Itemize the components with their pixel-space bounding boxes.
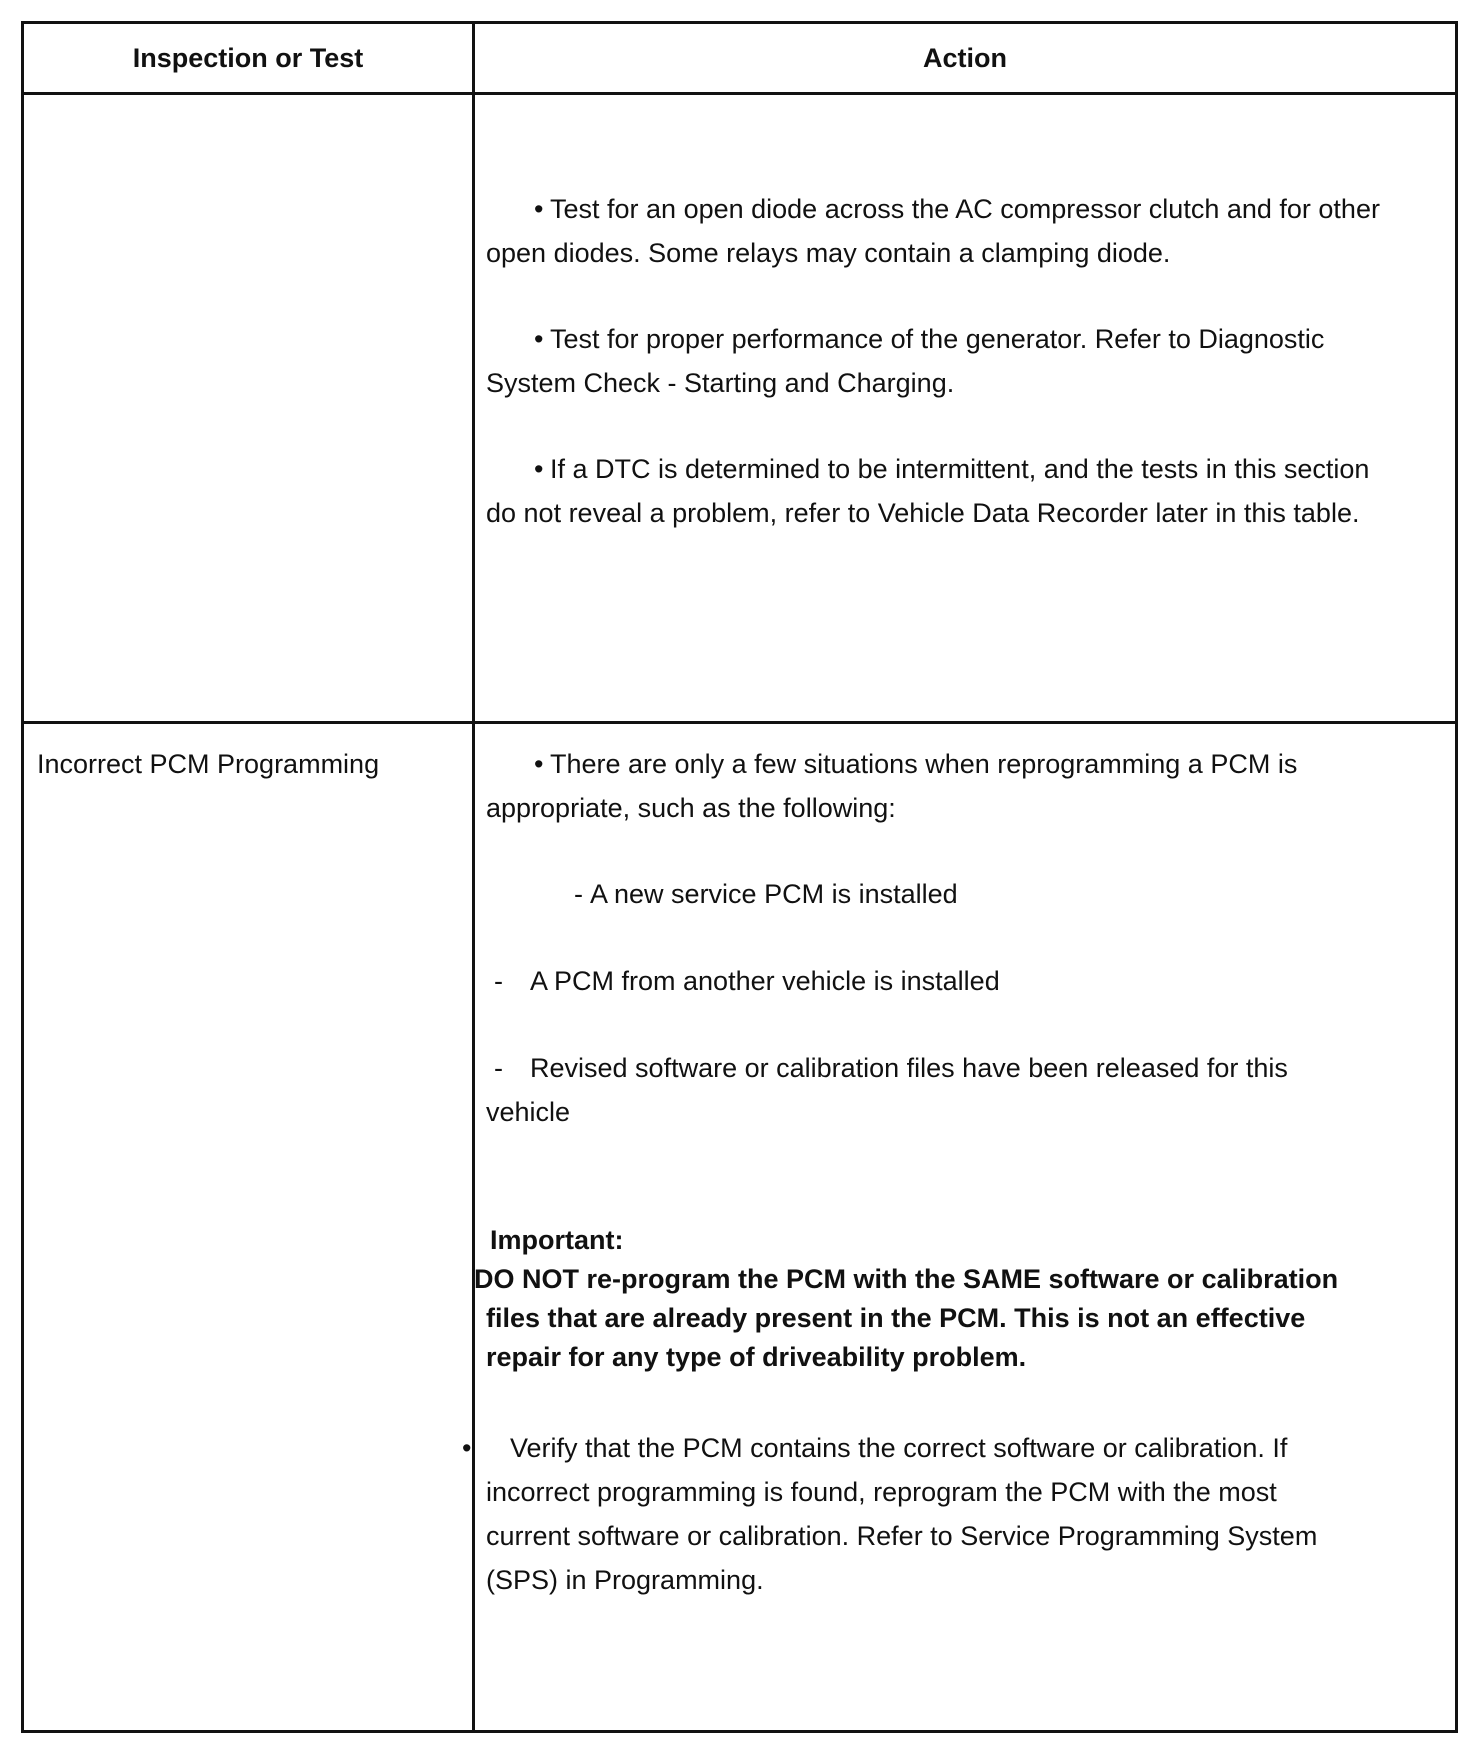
bullet: • xyxy=(534,194,544,224)
bullet: • xyxy=(534,454,544,484)
important-label: Important: xyxy=(490,1225,624,1255)
dash: - xyxy=(494,1053,503,1083)
dash: - xyxy=(494,966,503,996)
row1-action-3: • If a DTC is determined to be intermittent, and the tests in this section do not reveal a problem, refer to Vehicle Data Recorder later in this table. xyxy=(486,447,1386,535)
dash: - xyxy=(574,879,583,909)
row2-inspection: Incorrect PCM Programming xyxy=(37,749,380,779)
header-inspection: Inspection or Test xyxy=(132,43,364,73)
bullet: • xyxy=(462,1433,472,1463)
row1-action-2: • Test for proper performance of the generator. Refer to Diagnostic System Check - Starting and Charging. xyxy=(486,317,1386,405)
row-divider xyxy=(24,721,1455,724)
row2-final-action: • Verify that the PCM contains the correct software or calibration. If incorrect programming is found, reprogram the PCM with the most current software or calibration. Refer to Service Programming System (SPS) in Programming. xyxy=(486,1426,1346,1602)
header-action: Action xyxy=(923,43,1007,73)
row1-action-1: • Test for an open diode across the AC compressor clutch and for other open diodes. Some relays may contain a clamping diode. xyxy=(486,187,1386,275)
row2-action-1: • There are only a few situations when reprogramming a PCM is appropriate, such as the following: xyxy=(486,742,1346,830)
diagnostic-table xyxy=(21,21,1458,1733)
row2-action-3: - A PCM from another vehicle is installed xyxy=(486,959,1346,1003)
column-divider xyxy=(472,24,475,1730)
header-divider xyxy=(24,92,1455,95)
row2-action-4: - Revised software or calibration files have been released for this vehicle xyxy=(486,1046,1346,1134)
bullet: • xyxy=(534,324,544,354)
row2-action-2: - A new service PCM is installed xyxy=(526,872,1386,916)
bullet: • xyxy=(534,749,544,779)
important-text: DO NOT re-program the PCM with the SAME software or calibration files that are already present in the PCM. This is not an effective repair for any type of driveability problem. xyxy=(474,1264,1346,1372)
